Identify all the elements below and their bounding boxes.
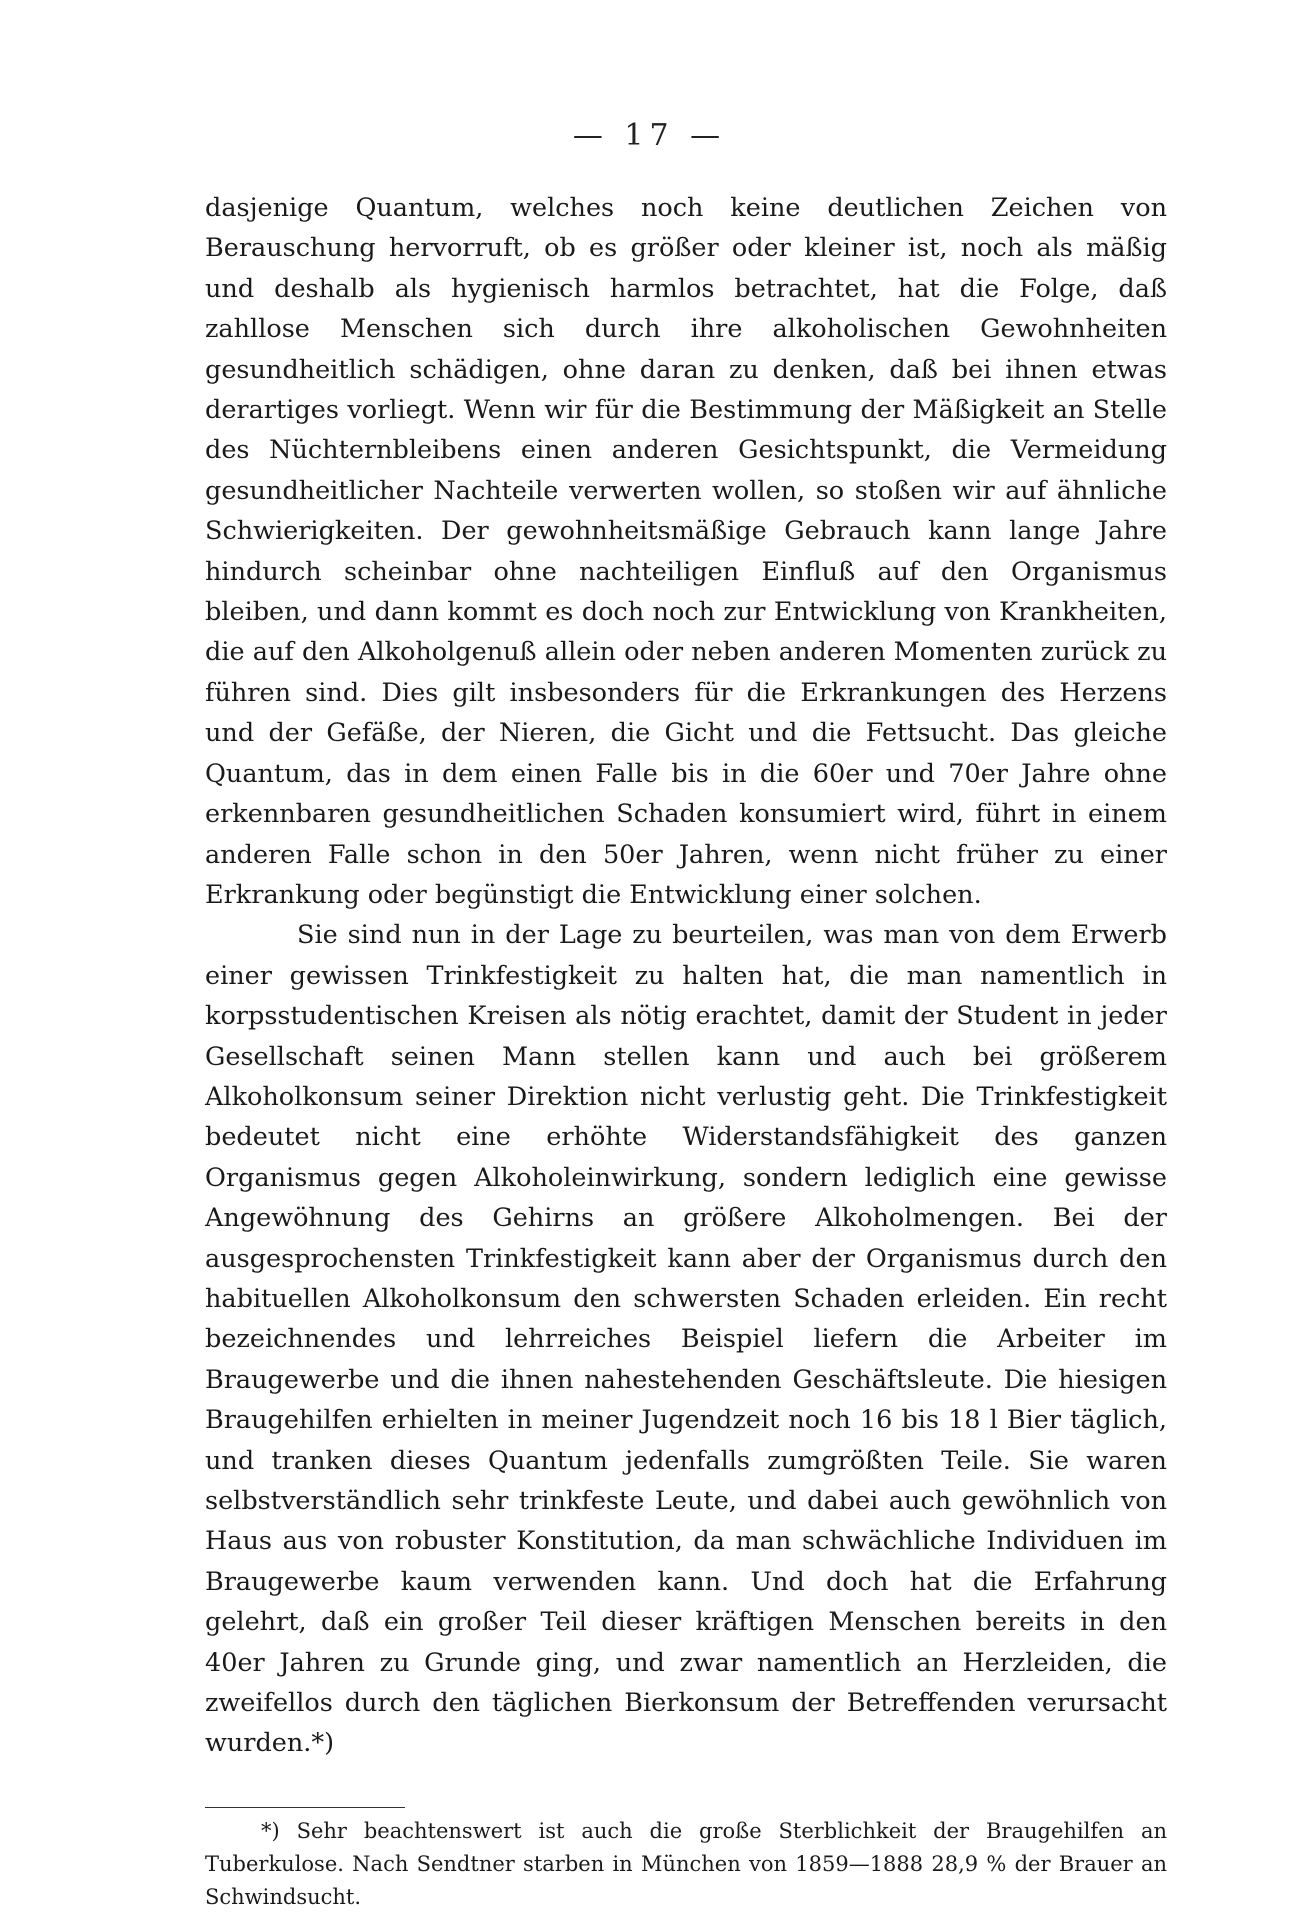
footnote-divider (205, 1807, 405, 1808)
page-number: — 17 — (572, 118, 727, 153)
footnote-text: *) Sehr beachtenswert ist auch die große Sterblichkeit der Braugehilfen an Tuberkulose. Nach Sendtner starben in München von 1859—1888 28,9 % der Brauer an Schwindsucht. (205, 1819, 1167, 1909)
body-text (205, 188, 1167, 1764)
paragraph: dasjenige Quantum, welches noch keine deutlichen Zeichen von Berauschung hervorruft, ob es größer oder kleiner ist, noch als mäßig und deshalb als hygienisch harmlos betrachtet, hat die Folge, daß zahllose Menschen sich durch ihre alkoholischen Gewohnheiten gesundheitlich schädigen, ohne daran zu denken, daß bei ihnen etwas derartiges vorliegt. Wenn wir für die Bestimmung der Mäßigkeit an Stelle des Nüchternbleibens einen anderen Gesichtspunkt, die Vermeidung gesundheitlicher Nachteile verwerten wollen, so stoßen wir auf ähnliche Schwierigkeiten. Der gewohnheitsmäßige Gebrauch kann lange Jahre hindurch scheinbar ohne nachteiligen Einfluß auf den Organismus bleiben, und dann kommt es doch noch zur Entwicklung von Krankheiten, die auf den Alkoholgenuß allein oder neben anderen Momenten zurück zu führen sind. Dies gilt insbesonders für die Erkrankungen des Herzens und der Gefäße, der Nieren, die Gicht und die Fettsucht. Das gleiche Quantum, das in dem einen Falle bis in die 60er und 70er Jahre ohne erkennbaren gesundheitlichen Schaden konsumiert wird, führt in einem anderen Falle schon in den 50er Jahren, wenn nicht früher zu einer Erkrankung oder begünstigt die Entwicklung einer solchen. (205, 193, 1167, 910)
footnote (205, 1815, 1167, 1914)
paragraph: Sie sind nun in der Lage zu beurteilen, was man von dem Erwerb einer gewissen Trinkfestigkeit zu halten hat, die man namentlich in korpsstudentischen Kreisen als nötig erachtet, damit der Student in jeder Gesellschaft seinen Mann stellen kann und auch bei größerem Alkoholkonsum seiner Direktion nicht verlustig geht. Die Trinkfestigkeit bedeutet nicht eine erhöhte Widerstandsfähigkeit des ganzen Organismus gegen Alkoholeinwirkung, sondern lediglich eine gewisse Angewöhnung des Gehirns an größere Alkoholmengen. Bei der ausgesprochensten Trinkfestigkeit kann aber der Organismus durch den habituellen Alkoholkonsum den schwersten Schaden erleiden. Ein recht bezeichnendes und lehrreiches Beispiel liefern die Arbeiter im Braugewerbe und die ihnen nahestehenden Geschäftsleute. Die hiesigen Braugehilfen erhielten in meiner Jugendzeit noch 16 bis 18 l Bier täglich, und tranken dieses Quantum jedenfalls zumgrößten Teile. Sie waren selbstverständlich sehr trinkfeste Leute, und dabei auch gewöhnlich von Haus aus von robuster Konstitution, da man schwächliche Individuen im Braugewerbe kaum verwenden kann. Und doch hat die Erfahrung gelehrt, daß ein großer Teil dieser kräftigen Menschen bereits in den 40er Jahren zu Grunde ging, und zwar namentlich an Herzleiden, die zweifellos durch den täglichen Bierkonsum der Betreffenden verursacht wurden.*) (205, 920, 1167, 1759)
